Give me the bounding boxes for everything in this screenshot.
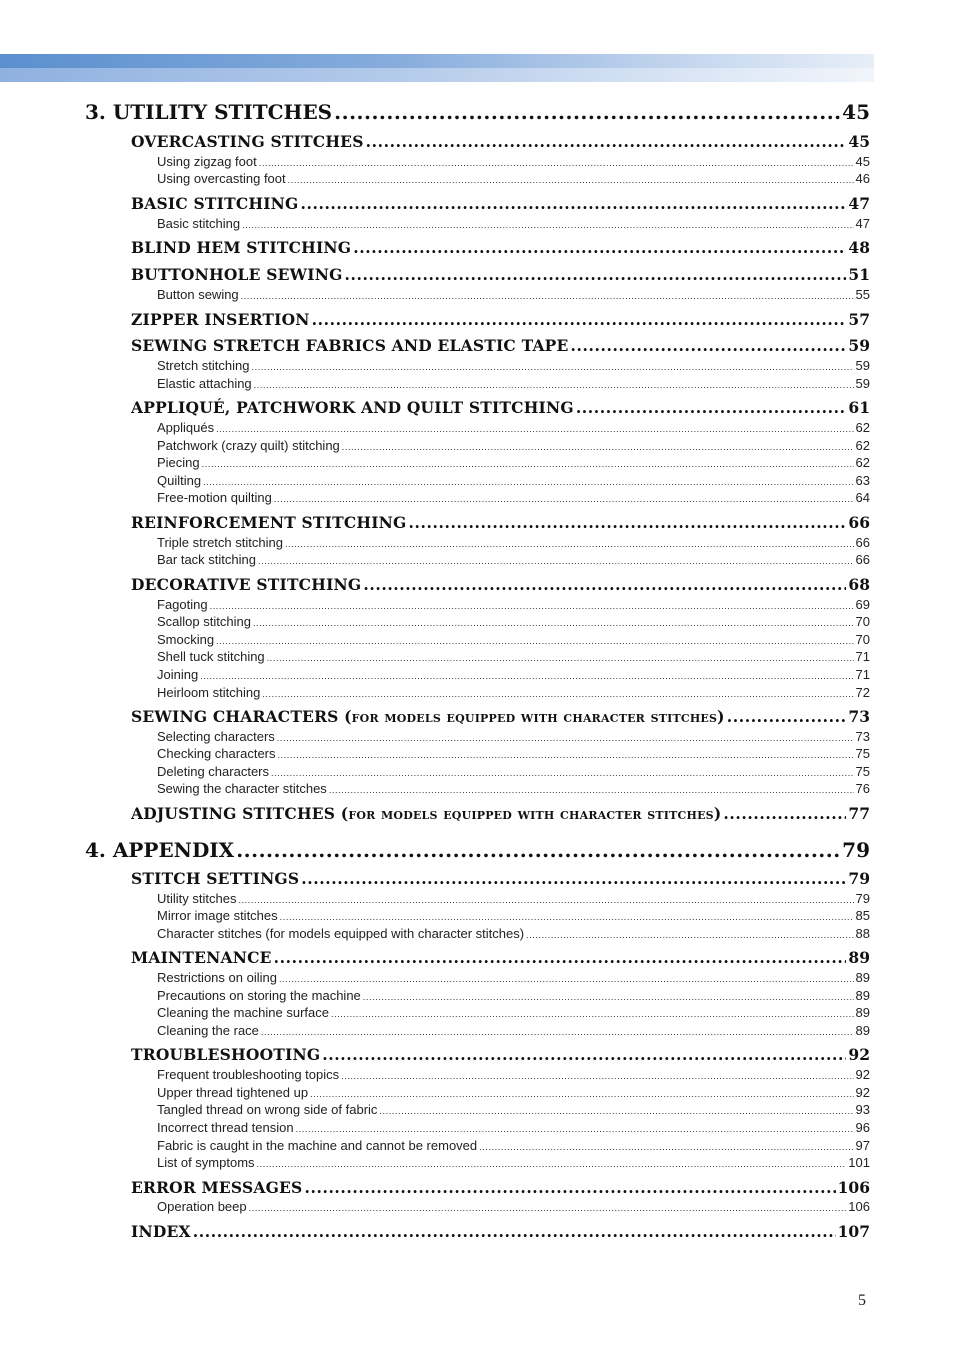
toc-item-appliques[interactable] bbox=[157, 419, 870, 436]
toc-section-index[interactable] bbox=[131, 1222, 870, 1242]
toc-item-checking-characters[interactable] bbox=[157, 745, 870, 762]
toc-page-number: 64 bbox=[855, 490, 870, 505]
toc-item-title: Using zigzag foot bbox=[157, 154, 257, 169]
dot-leader bbox=[200, 668, 853, 683]
toc-item-utility-stitches[interactable] bbox=[157, 890, 870, 907]
page-number: 5 bbox=[858, 1292, 866, 1309]
toc-item-title: Character stitches (for models equipped with character stitches) bbox=[157, 926, 525, 941]
dot-leader bbox=[571, 336, 847, 356]
dot-leader bbox=[366, 132, 847, 152]
toc-item-upper-thread-tightened[interactable] bbox=[157, 1084, 870, 1101]
toc-section-title: BLIND HEM STITCHING bbox=[131, 238, 352, 257]
toc-section-overcasting-stitches[interactable] bbox=[131, 132, 870, 152]
toc-chapter-utility-stitches[interactable] bbox=[85, 99, 870, 125]
toc-page-number: 73 bbox=[848, 707, 870, 726]
toc-item-title: Free-motion quilting bbox=[157, 490, 272, 505]
toc-page-number: 51 bbox=[848, 265, 870, 284]
toc-section-stitch-settings[interactable] bbox=[131, 869, 870, 889]
dot-leader bbox=[202, 456, 854, 471]
dot-leader bbox=[363, 575, 846, 595]
toc-page-number: 45 bbox=[848, 132, 870, 151]
dot-leader bbox=[258, 553, 854, 568]
toc-page-number: 59 bbox=[855, 358, 870, 373]
dot-leader bbox=[274, 948, 847, 968]
toc-page-number: 66 bbox=[848, 513, 870, 532]
toc-page-number: 57 bbox=[848, 310, 870, 329]
toc-page-number: 79 bbox=[842, 838, 870, 862]
toc-item-title: Operation beep bbox=[157, 1199, 247, 1214]
dot-leader bbox=[345, 265, 847, 285]
toc-page-number: 96 bbox=[855, 1120, 870, 1135]
toc-page-number: 59 bbox=[855, 376, 870, 391]
toc-item-title: Deleting characters bbox=[157, 764, 269, 779]
dot-leader bbox=[353, 238, 846, 258]
toc-item-basic-stitching[interactable] bbox=[157, 215, 870, 232]
toc-page-number: 76 bbox=[855, 781, 870, 796]
toc-page-number: 72 bbox=[855, 685, 870, 700]
toc-item-joining[interactable] bbox=[157, 666, 870, 683]
dot-leader bbox=[727, 707, 847, 727]
dot-leader bbox=[723, 804, 846, 824]
toc-page-number: 59 bbox=[848, 336, 870, 355]
toc-item-selecting-characters[interactable] bbox=[157, 728, 870, 745]
toc-page-number: 62 bbox=[855, 420, 870, 435]
toc-item-title: Frequent troubleshooting topics bbox=[157, 1067, 340, 1082]
dot-leader bbox=[279, 971, 854, 986]
dot-leader bbox=[238, 892, 853, 907]
dot-leader bbox=[261, 1024, 854, 1039]
toc-item-list-of-symptoms[interactable] bbox=[157, 1154, 870, 1171]
toc-item-title: Cleaning the machine surface bbox=[157, 1005, 329, 1020]
toc-section-blind-hem-stitching[interactable] bbox=[131, 238, 870, 258]
toc-item-elastic-attaching[interactable] bbox=[157, 375, 870, 392]
dot-leader bbox=[526, 927, 853, 942]
toc-item-title: Utility stitches bbox=[157, 891, 237, 906]
toc-section-title: TROUBLESHOOTING bbox=[131, 1045, 321, 1064]
toc-item-title: Heirloom stitching bbox=[157, 685, 261, 700]
toc-item-title: Basic stitching bbox=[157, 216, 241, 231]
dot-leader bbox=[210, 598, 854, 613]
dot-leader bbox=[203, 474, 853, 489]
toc-item-title: Mirror image stitches bbox=[157, 908, 278, 923]
toc-item-free-motion-quilting[interactable] bbox=[157, 489, 870, 506]
dot-leader bbox=[322, 1045, 846, 1065]
toc-section-title: INDEX bbox=[131, 1222, 191, 1241]
toc-item-title: Joining bbox=[157, 667, 199, 682]
toc-section-sewing-characters[interactable] bbox=[131, 707, 870, 727]
toc-section-title: ZIPPER INSERTION bbox=[131, 310, 310, 329]
toc-page-number: 48 bbox=[848, 238, 870, 257]
toc-page-number: 106 bbox=[837, 1178, 870, 1197]
toc-page-number: 85 bbox=[855, 908, 870, 923]
toc-section-title: BASIC STITCHING bbox=[131, 194, 299, 213]
toc-item-title: Upper thread tightened up bbox=[157, 1085, 309, 1100]
toc-item-title: Patchwork (crazy quilt) stitching bbox=[157, 438, 340, 453]
toc-page-number: 77 bbox=[848, 804, 870, 823]
toc-item-piecing[interactable] bbox=[157, 454, 870, 471]
toc-page-number: 101 bbox=[848, 1155, 870, 1170]
dot-leader bbox=[271, 765, 854, 780]
toc-item-title: Fabric is caught in the machine and cannot be removed bbox=[157, 1138, 478, 1153]
toc-item-title: Using overcasting foot bbox=[157, 171, 286, 186]
dot-leader bbox=[304, 1178, 835, 1198]
toc-section-sewing-stretch-fabrics[interactable] bbox=[131, 336, 870, 356]
dot-leader bbox=[312, 310, 847, 330]
toc-item-title: Quilting bbox=[157, 473, 202, 488]
toc-item-cleaning-machine-surface[interactable] bbox=[157, 1004, 870, 1021]
toc-item-title: Incorrect thread tension bbox=[157, 1120, 294, 1135]
toc-item-title: Fagoting bbox=[157, 597, 208, 612]
toc-section-title: MAINTENANCE bbox=[131, 948, 272, 967]
toc-page-number: 79 bbox=[855, 891, 870, 906]
toc-item-title: Smocking bbox=[157, 632, 215, 647]
toc-page-number: 63 bbox=[855, 473, 870, 488]
toc-item-using-overcasting-foot[interactable] bbox=[157, 170, 870, 187]
toc-section-troubleshooting[interactable] bbox=[131, 1045, 870, 1065]
dot-leader bbox=[236, 837, 840, 863]
toc-item-heirloom-stitching[interactable] bbox=[157, 684, 870, 701]
toc-page-number: 68 bbox=[848, 575, 870, 594]
toc-section-basic-stitching[interactable] bbox=[131, 194, 870, 214]
toc-item-precautions-storing[interactable] bbox=[157, 987, 870, 1004]
dot-leader bbox=[331, 1006, 854, 1021]
toc-item-cleaning-race[interactable] bbox=[157, 1022, 870, 1039]
dot-leader bbox=[262, 686, 853, 701]
dot-leader bbox=[253, 615, 854, 630]
toc-page-number: 45 bbox=[855, 154, 870, 169]
toc-page-number: 93 bbox=[855, 1102, 870, 1117]
toc-page-number: 46 bbox=[855, 171, 870, 186]
toc-item-quilting[interactable] bbox=[157, 472, 870, 489]
dot-leader bbox=[259, 155, 854, 170]
toc-page-number: 71 bbox=[855, 649, 870, 664]
dot-leader bbox=[254, 377, 854, 392]
toc-page-number: 75 bbox=[855, 764, 870, 779]
dot-leader bbox=[241, 288, 854, 303]
toc-item-bar-tack-stitching[interactable] bbox=[157, 551, 870, 568]
toc-item-sewing-character-stitches[interactable] bbox=[157, 780, 870, 797]
toc-page-number: 73 bbox=[855, 729, 870, 744]
dot-leader bbox=[193, 1222, 836, 1242]
toc-section-applique-patchwork-quilt[interactable] bbox=[131, 398, 870, 418]
toc-item-scallop-stitching[interactable] bbox=[157, 613, 870, 630]
toc-section-zipper-insertion[interactable] bbox=[131, 310, 870, 330]
toc-page-number: 106 bbox=[848, 1199, 870, 1214]
toc-page-number: 92 bbox=[855, 1085, 870, 1100]
toc-item-deleting-characters[interactable] bbox=[157, 763, 870, 780]
dot-leader bbox=[285, 536, 854, 551]
dot-leader bbox=[329, 782, 854, 797]
toc-chapter-title: 4. APPENDIX bbox=[85, 838, 235, 862]
toc-page-number: 89 bbox=[855, 1005, 870, 1020]
dot-leader bbox=[300, 194, 846, 214]
toc-item-title: Stretch stitching bbox=[157, 358, 250, 373]
toc-item-title: Restrictions on oiling bbox=[157, 970, 277, 985]
dot-leader bbox=[342, 439, 854, 454]
toc-page-number: 107 bbox=[837, 1222, 870, 1241]
toc-section-title: APPLIQUÉ, PATCHWORK AND QUILT STITCHING bbox=[131, 398, 574, 417]
toc-item-incorrect-thread-tension[interactable] bbox=[157, 1119, 870, 1136]
toc-item-title: Bar tack stitching bbox=[157, 552, 256, 567]
dot-leader bbox=[274, 491, 854, 506]
toc-section-title: ERROR MESSAGES bbox=[131, 1178, 303, 1197]
dot-leader bbox=[277, 730, 854, 745]
toc-item-restrictions-on-oiling[interactable] bbox=[157, 969, 870, 986]
toc-page-number: 92 bbox=[848, 1045, 870, 1064]
dot-leader bbox=[301, 869, 846, 889]
dot-leader bbox=[296, 1121, 854, 1136]
toc-section-title: DECORATIVE STITCHING bbox=[131, 575, 362, 594]
dot-leader bbox=[280, 909, 854, 924]
toc-item-title: Cleaning the race bbox=[157, 1023, 259, 1038]
toc-section-title: SEWING STRETCH FABRICS AND ELASTIC TAPE bbox=[131, 336, 569, 355]
toc-item-frequent-topics[interactable] bbox=[157, 1066, 870, 1083]
dot-leader bbox=[216, 421, 853, 436]
toc-page-number: 89 bbox=[855, 988, 870, 1003]
toc-page-number: 71 bbox=[855, 667, 870, 682]
toc-item-triple-stretch-stitching[interactable] bbox=[157, 534, 870, 551]
toc-page-number: 47 bbox=[855, 216, 870, 231]
header-banner-lower-band bbox=[0, 68, 874, 82]
toc-page-number: 70 bbox=[855, 614, 870, 629]
header-banner-upper-band bbox=[0, 54, 874, 68]
toc-page-number: 89 bbox=[855, 1023, 870, 1038]
toc-section-adjusting-stitches[interactable] bbox=[131, 804, 870, 824]
dot-leader bbox=[363, 989, 854, 1004]
toc-item-using-zigzag-foot[interactable] bbox=[157, 153, 870, 170]
toc-page-number: 97 bbox=[855, 1138, 870, 1153]
toc-page-number: 89 bbox=[855, 970, 870, 985]
header-banner bbox=[0, 54, 874, 82]
toc-section-title: ADJUSTING STITCHES (for models equipped with character stitches) bbox=[131, 804, 722, 823]
dot-leader bbox=[334, 99, 840, 125]
dot-leader bbox=[408, 513, 846, 533]
toc-section-buttonhole-sewing[interactable] bbox=[131, 265, 870, 285]
toc-item-patchwork[interactable] bbox=[157, 437, 870, 454]
toc-page-number: 62 bbox=[855, 438, 870, 453]
dot-leader bbox=[576, 398, 847, 418]
toc-item-title: List of symptoms bbox=[157, 1155, 255, 1170]
toc-item-smocking[interactable] bbox=[157, 631, 870, 648]
toc-section-maintenance[interactable] bbox=[131, 948, 870, 968]
toc-item-stretch-stitching[interactable] bbox=[157, 357, 870, 374]
toc-section-title: BUTTONHOLE SEWING bbox=[131, 265, 343, 284]
toc-item-title: Appliqués bbox=[157, 420, 215, 435]
toc-page-number: 47 bbox=[848, 194, 870, 213]
toc-item-character-stitches[interactable] bbox=[157, 925, 870, 942]
dot-leader bbox=[242, 217, 853, 232]
dot-leader bbox=[310, 1086, 853, 1101]
toc-section-error-messages[interactable] bbox=[131, 1178, 870, 1198]
toc-item-tangled-thread[interactable] bbox=[157, 1101, 870, 1118]
toc-page-number: 61 bbox=[848, 398, 870, 417]
toc-section-decorative-stitching[interactable] bbox=[131, 575, 870, 595]
toc-chapter-appendix[interactable] bbox=[85, 837, 870, 863]
toc-page-number: 69 bbox=[855, 597, 870, 612]
dot-leader bbox=[249, 1200, 847, 1215]
toc-section-reinforcement-stitching[interactable] bbox=[131, 513, 870, 533]
toc-item-operation-beep[interactable] bbox=[157, 1198, 870, 1215]
toc-chapter-title: 3. UTILITY STITCHES bbox=[85, 100, 333, 124]
toc-page-number: 55 bbox=[855, 287, 870, 302]
toc-section-title: SEWING CHARACTERS (for models equipped with character stitches) bbox=[131, 707, 725, 726]
toc-item-fabric-caught[interactable] bbox=[157, 1137, 870, 1154]
toc-item-title: Shell tuck stitching bbox=[157, 649, 265, 664]
toc-section-title: STITCH SETTINGS bbox=[131, 869, 300, 888]
dot-leader bbox=[278, 747, 854, 762]
dot-leader bbox=[267, 650, 854, 665]
dot-leader bbox=[288, 172, 854, 187]
toc-page-number: 89 bbox=[848, 948, 870, 967]
toc-item-title: Button sewing bbox=[157, 287, 239, 302]
dot-leader bbox=[216, 633, 853, 648]
toc-item-shell-tuck-stitching[interactable] bbox=[157, 648, 870, 665]
toc-item-fagoting[interactable] bbox=[157, 596, 870, 613]
toc-item-title: Triple stretch stitching bbox=[157, 535, 283, 550]
toc-page-number: 75 bbox=[855, 746, 870, 761]
toc-item-title: Scallop stitching bbox=[157, 614, 251, 629]
dot-leader bbox=[379, 1103, 853, 1118]
toc-item-title: Selecting characters bbox=[157, 729, 275, 744]
toc-page-number: 79 bbox=[848, 869, 870, 888]
toc-item-button-sewing[interactable] bbox=[157, 286, 870, 303]
dot-leader bbox=[257, 1156, 847, 1171]
toc-page-number: 88 bbox=[855, 926, 870, 941]
toc-section-title: REINFORCEMENT STITCHING bbox=[131, 513, 407, 532]
toc-item-title: Tangled thread on wrong side of fabric bbox=[157, 1102, 378, 1117]
toc-item-title: Precautions on storing the machine bbox=[157, 988, 361, 1003]
dot-leader bbox=[341, 1068, 853, 1083]
toc-page-number: 70 bbox=[855, 632, 870, 647]
dot-leader bbox=[479, 1139, 853, 1154]
toc-page-number: 45 bbox=[842, 100, 870, 124]
toc-item-mirror-image-stitches[interactable] bbox=[157, 907, 870, 924]
toc-item-title: Checking characters bbox=[157, 746, 276, 761]
dot-leader bbox=[252, 359, 854, 374]
toc-item-title: Piecing bbox=[157, 455, 200, 470]
toc-item-title: Sewing the character stitches bbox=[157, 781, 327, 796]
toc-page-number: 62 bbox=[855, 455, 870, 470]
toc-page-number: 92 bbox=[855, 1067, 870, 1082]
toc-page-number: 66 bbox=[855, 552, 870, 567]
toc-item-title: Elastic attaching bbox=[157, 376, 252, 391]
toc-page-number: 66 bbox=[855, 535, 870, 550]
toc-section-title: OVERCASTING STITCHES bbox=[131, 132, 364, 151]
